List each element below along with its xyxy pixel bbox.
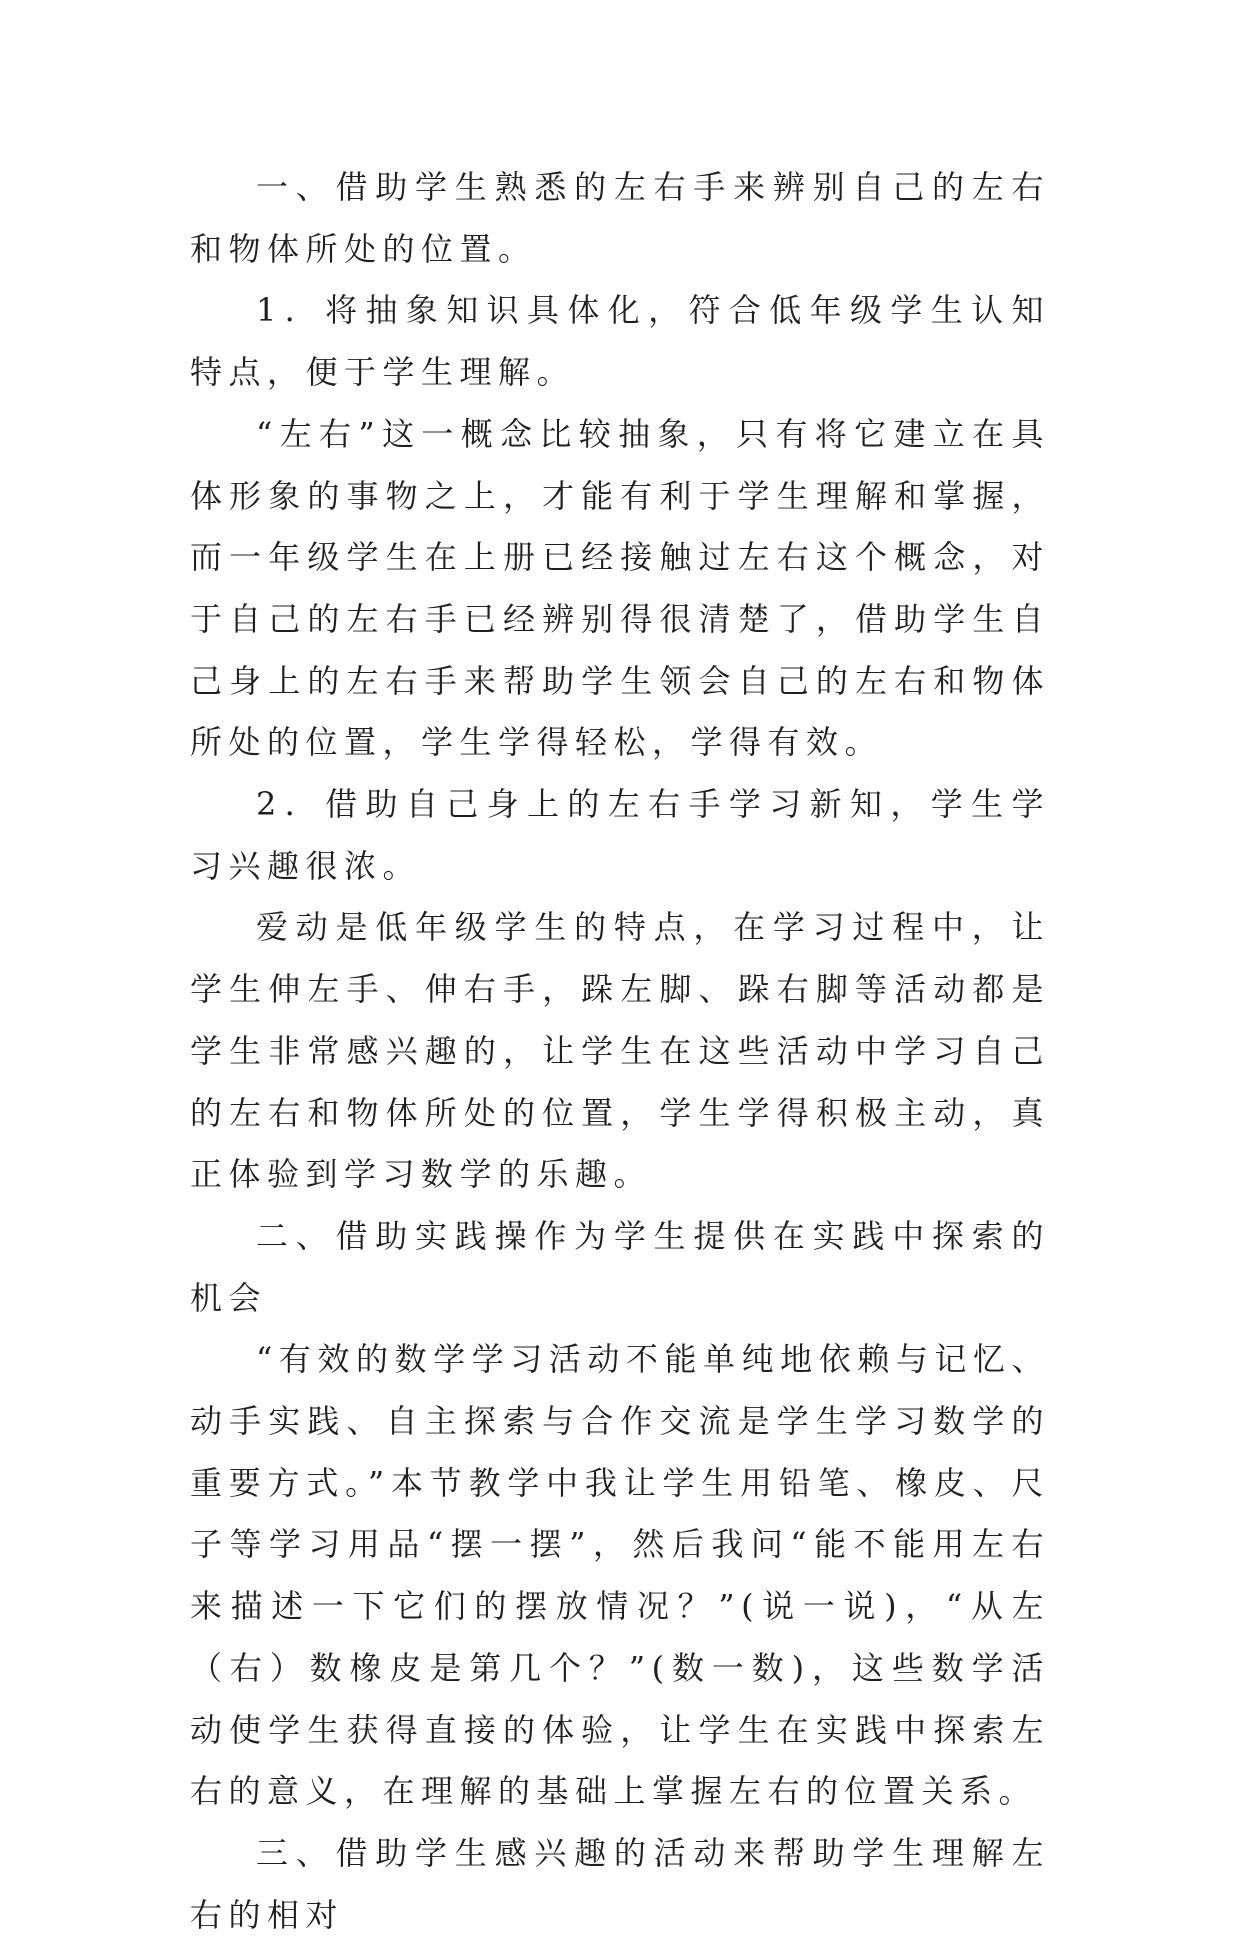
document-body [190,157,1050,1946]
body-paragraph: 爱动是低年级学生的特点，在学习过程中，让学生伸左手、伸右手，跺左脚、跺右脚等活动都是学生非常感兴趣的，让学生在这些活动中学习自己的左右和物体所处的位置，学生学得积极主动，真正体验到学习数学的乐趣。 [190,908,1050,1194]
subheading-point-1: 1．将抽象知识具体化，符合低年级学生认知特点，便于学生理解。 [190,291,1050,392]
heading-section-1: 一、借助学生熟悉的左右手来辨别自己的左右和物体所处的位置。 [190,168,1050,268]
subheading-point-2: 2．借助自己身上的左右手学习新知，学生学习兴趣很浓。 [190,785,1050,885]
body-paragraph: “有效的数学学习活动不能单纯地依赖与记忆、动手实践、自主探索与合作交流是学生学习数学的重要方式。”本节教学中我让学生用铅笔、橡皮、尺子等学习用品“摆一摆”，然后我问“能不能用左右来描述一下它们的摆放情况？”(说一说)，“从左（右）数橡皮是第几个？”(数一数)，这些数学活动使学生获得直接的体验，让学生在实践中探索左右的意义，在理解的基础上掌握左右的位置关系。 [190,1340,1050,1811]
heading-section-3: 三、借助学生感兴趣的活动来帮助学生理解左右的相对 [190,1833,1050,1934]
heading-section-2: 二、借助实践操作为学生提供在实践中探索的机会 [190,1216,1050,1317]
body-paragraph: “左右”这一概念比较抽象，只有将它建立在具体形象的事物之上，才能有利于学生理解和掌握，而一年级学生在上册已经接触过左右这个概念，对于自己的左右手已经辨别得很清楚了，借助学生自己身上的左右手来帮助学生领会自己的左右和物体所处的位置，学生学得轻松，学得有效。 [190,414,1050,762]
